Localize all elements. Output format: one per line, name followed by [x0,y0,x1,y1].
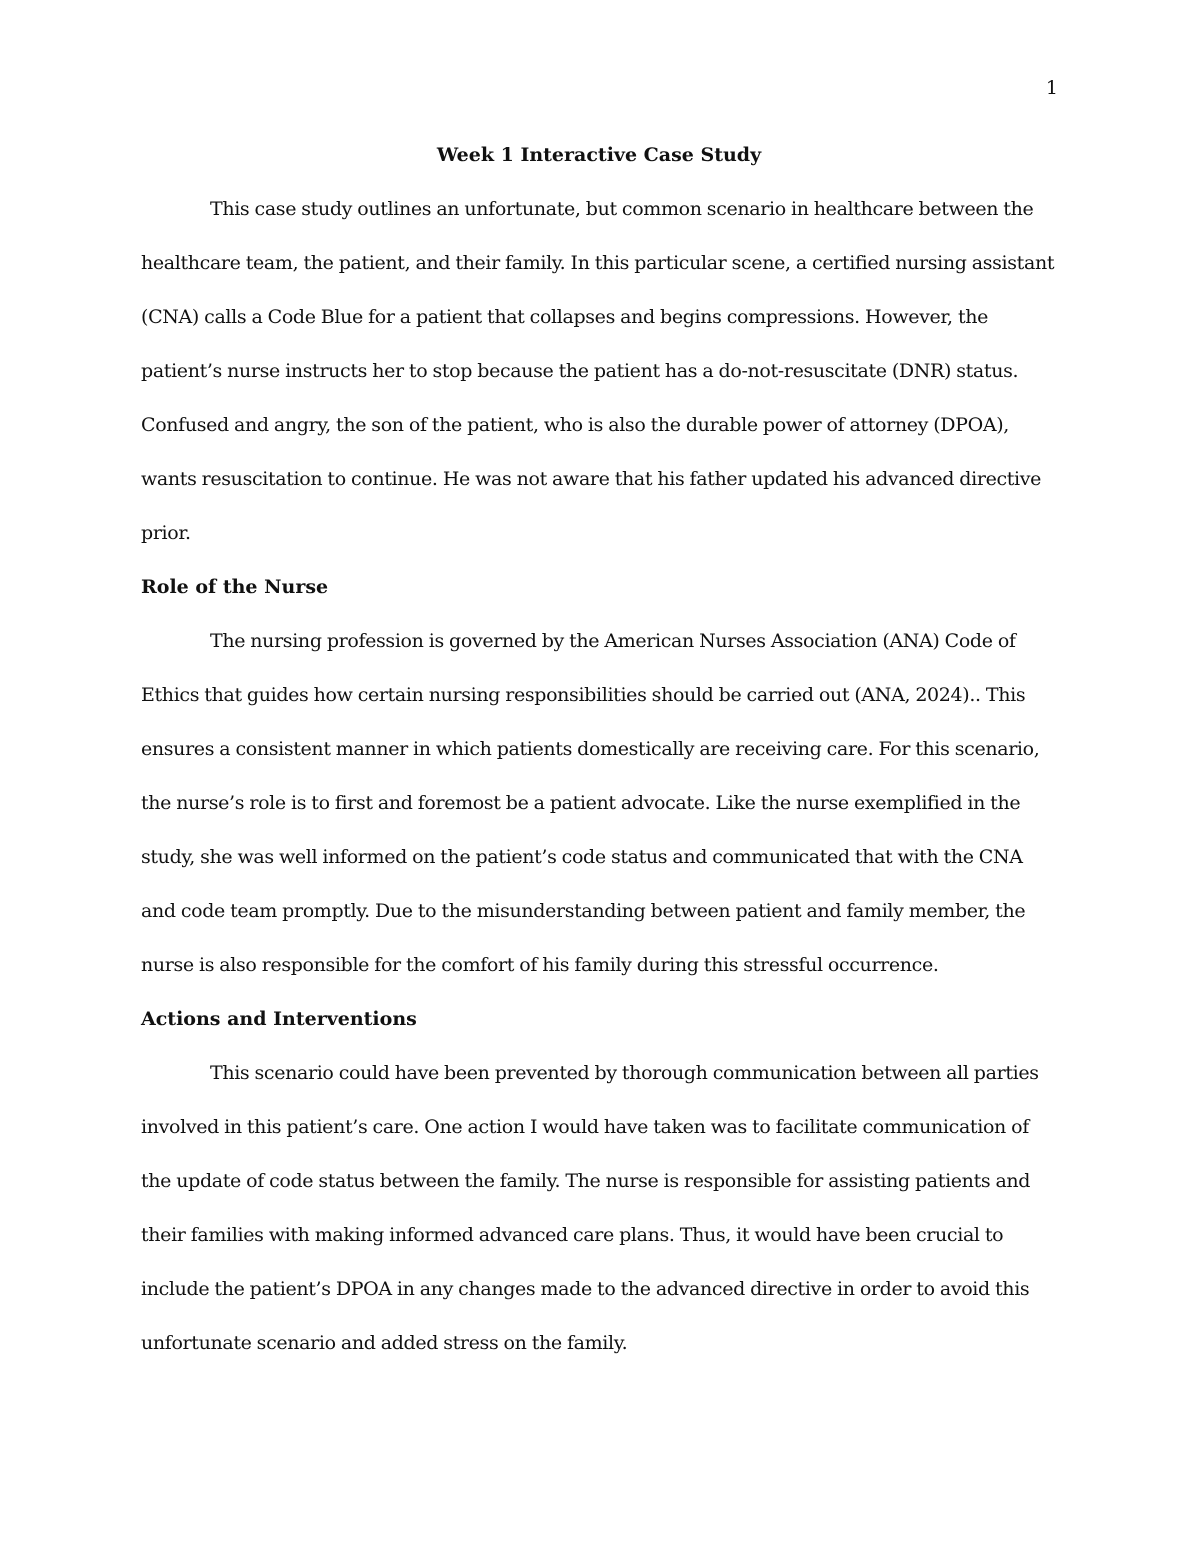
role-of-nurse-paragraph: The nursing profession is governed by the American Nurses Association (ANA) Code of Ethics that guides how certain nursing responsibilities should be carried out (ANA, 2024).. This ensures a consistent manner in which patients domestically are receiving care. For this scenario, the nurse’s role is to first and foremost be a patient advocate. Like the nurse exemplified in the study, she was well informed on the patient’s code status and communicated that with the CNA and code team promptly. Due to the misunderstanding between patient and family member, the nurse is also responsible for the comfort of his family during this stressful occurrence. [141,630,1040,976]
document-body [141,128,1057,1370]
document-title: Week 1 Interactive Case Study [436,144,762,166]
actions-interventions-paragraph: This scenario could have been prevented by thorough communication between all parties involved in this patient’s care. One action I would have taken was to facilitate communication of the update of code status between the family. The nurse is responsible for assisting patients and their families with making informed advanced care plans. Thus, it would have been crucial to include the patient’s DPOA in any changes made to the advanced directive in order to avoid this unfortunate scenario and added stress on the family. [141,1062,1039,1354]
intro-paragraph: This case study outlines an unfortunate, but common scenario in healthcare between the healthcare team, the patient, and their family. In this particular scene, a certified nursing assistant (CNA) calls a Code Blue for a patient that collapses and begins compressions. However, the patient’s nurse instructs her to stop because the patient has a do-not-resuscitate (DNR) status. Confused and angry, the son of the patient, who is also the durable power of attorney (DPOA), wants resuscitation to continue. He was not aware that his father updated his advanced directive prior. [141,198,1055,544]
page-number: 1 [1045,77,1058,99]
actions-interventions-heading: Actions and Interventions [141,1008,417,1030]
role-of-nurse-heading: Role of the Nurse [141,576,329,598]
